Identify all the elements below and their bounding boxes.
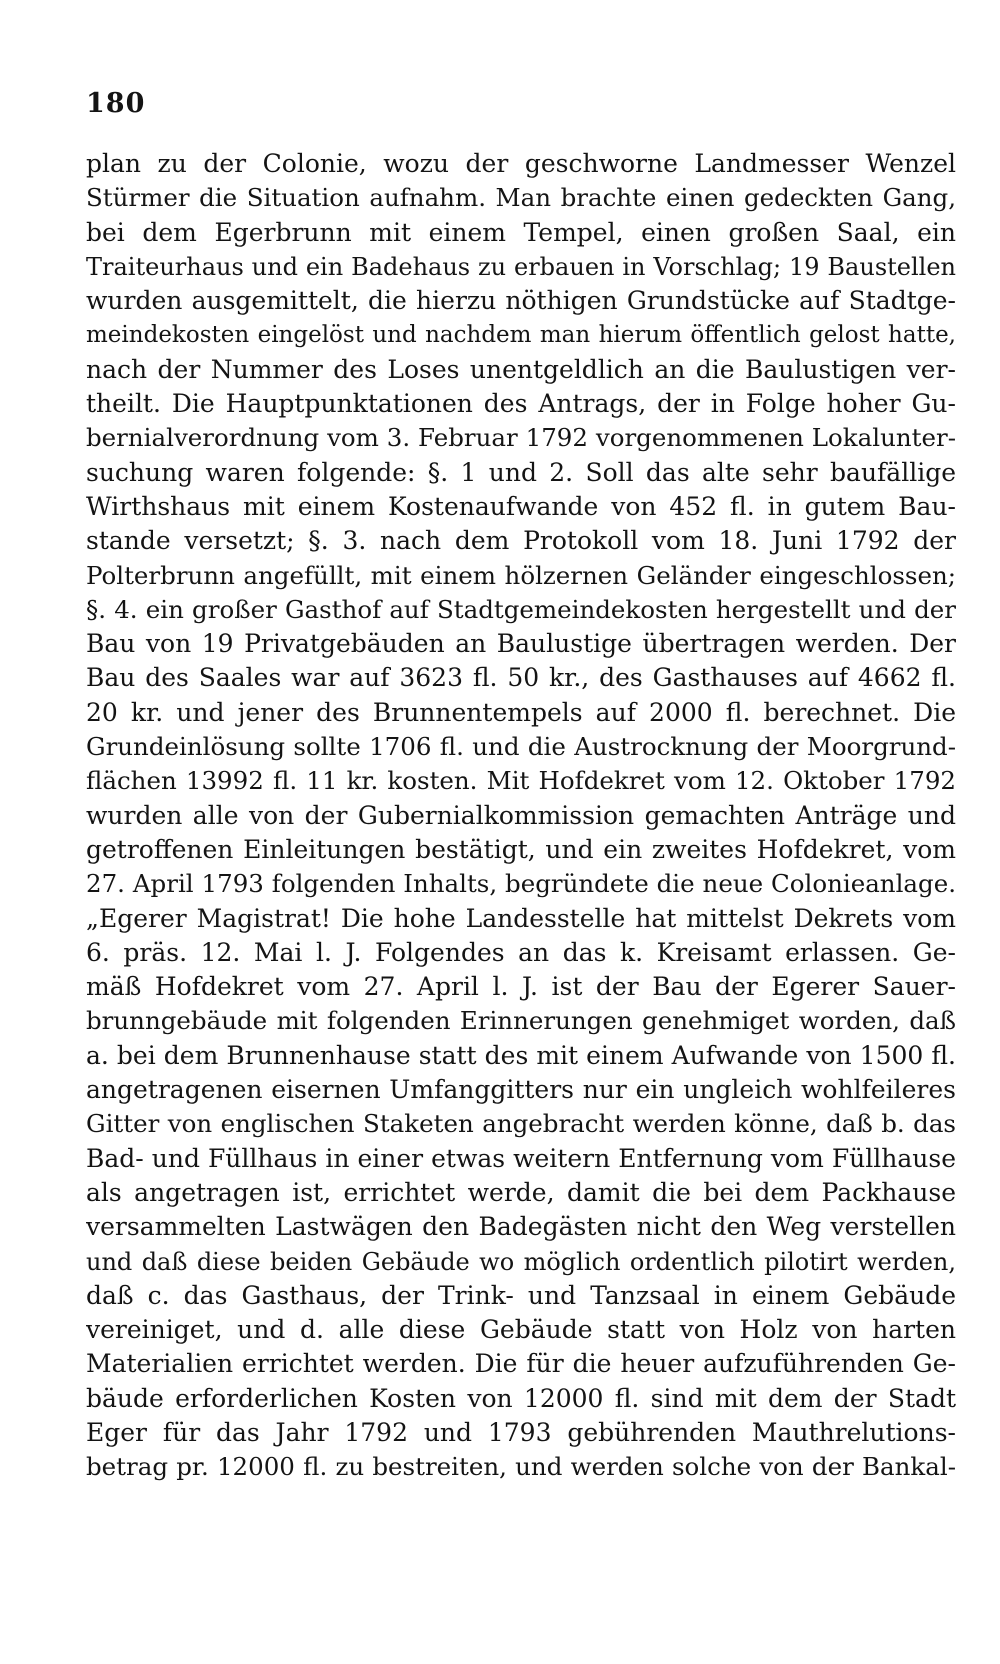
text-line: als angetragen ist, errichtet werde, damit die bei dem Packhause	[86, 1177, 956, 1207]
text-line: Gitter von englischen Staketen angebracht werden könne, daß b. das	[86, 1109, 956, 1139]
page-number: 180	[86, 88, 146, 119]
text-line: Bau von 19 Privatgebäuden an Baulustige übertragen werden. Der	[86, 629, 956, 659]
text-line: daß c. das Gasthaus, der Trink- und Tanzsaal in einem Gebäude	[86, 1280, 956, 1310]
text-line: a. bei dem Brunnenhause statt des mit einem Aufwande von 1500 fl.	[86, 1040, 956, 1070]
text-line: Materialien errichtet werden. Die für die heuer aufzuführenden Ge-	[86, 1349, 956, 1379]
text-line: Wirthshaus mit einem Kostenaufwande von 452 fl. in gutem Bau-	[86, 491, 956, 521]
text-line: Eger für das Jahr 1792 und 1793 gebührenden Mauthrelutions-	[86, 1417, 956, 1447]
text-line: bäude erforderlichen Kosten von 12000 fl. sind mit dem der Stadt	[86, 1383, 956, 1413]
text-line: mäß Hofdekret vom 27. April l. J. ist der Bau der Egerer Sauer-	[86, 972, 956, 1002]
text-line: theilt. Die Hauptpunktationen des Antrags, der in Folge hoher Gu-	[86, 389, 956, 419]
text-line: bernialverordnung vom 3. Februar 1792 vorgenommenen Lokalunter-	[86, 423, 956, 453]
text-line: Grundeinlösung sollte 1706 fl. und die Austrocknung der Moorgrund-	[86, 732, 956, 762]
text-line: angetragenen eisernen Umfanggitters nur ein ungleich wohlfeileres	[86, 1075, 956, 1105]
text-line: §. 4. ein großer Gasthof auf Stadtgemeindekosten hergestellt und der	[86, 594, 956, 624]
text-line: Bau des Saales war auf 3623 fl. 50 kr., des Gasthauses auf 4662 fl.	[86, 663, 956, 693]
text-line: flächen 13992 fl. 11 kr. kosten. Mit Hofdekret vom 12. Oktober 1792	[86, 766, 956, 796]
text-line: 6. präs. 12. Mai l. J. Folgendes an das k. Kreisamt erlassen. Ge-	[86, 937, 956, 967]
text-line: stande versetzt; §. 3. nach dem Protokoll vom 18. Juni 1792 der	[86, 526, 956, 556]
text-line: Traiteurhaus und ein Badehaus zu erbauen in Vorschlag; 19 Baustellen	[86, 252, 956, 281]
text-line: meindekosten eingelöst und nachdem man hierum öffentlich gelost hatte,	[86, 322, 956, 349]
text-line: 20 kr. und jener des Brunnentempels auf 2000 fl. berechnet. Die	[86, 697, 956, 727]
text-line: versammelten Lastwägen den Badegästen nicht den Weg verstellen	[86, 1212, 956, 1242]
text-line: bei dem Egerbrunn mit einem Tempel, einen großen Saal, ein	[86, 217, 956, 247]
text-line: „Egerer Magistrat! Die hohe Landesstelle hat mittelst Dekrets vom	[86, 903, 956, 933]
text-line: Stürmer die Situation aufnahm. Man brachte einen gedeckten Gang,	[86, 183, 956, 213]
text-line: nach der Nummer des Loses unentgeldlich an die Baulustigen ver-	[86, 354, 956, 384]
text-line: wurden alle von der Gubernialkommission gemachten Anträge und	[86, 800, 956, 830]
text-line: Bad- und Füllhaus in einer etwas weitern Entfernung vom Füllhause	[86, 1143, 956, 1173]
text-line: 27. April 1793 folgenden Inhalts, begründete die neue Colonieanlage.	[86, 869, 956, 899]
body-text	[86, 147, 956, 1485]
text-line: brunngebäude mit folgenden Erinnerungen genehmiget worden, daß	[86, 1006, 956, 1036]
text-line: vereiniget, und d. alle diese Gebäude statt von Holz von harten	[86, 1315, 956, 1345]
text-line: plan zu der Colonie, wozu der geschworne Landmesser Wenzel	[86, 149, 956, 178]
text-line: betrag pr. 12000 fl. zu bestreiten, und werden solche von der Bankal-	[86, 1452, 956, 1482]
text-line: und daß diese beiden Gebäude wo möglich ordentlich pilotirt werden,	[86, 1247, 956, 1276]
text-line: getroffenen Einleitungen bestätigt, und ein zweites Hofdekret, vom	[86, 834, 956, 864]
text-line: wurden ausgemittelt, die hierzu nöthigen Grundstücke auf Stadtge-	[86, 286, 956, 316]
text-line: Polterbrunn angefüllt, mit einem hölzernen Geländer eingeschlossen;	[86, 560, 956, 590]
text-line: suchung waren folgende: §. 1 und 2. Soll das alte sehr baufällige	[86, 457, 956, 487]
